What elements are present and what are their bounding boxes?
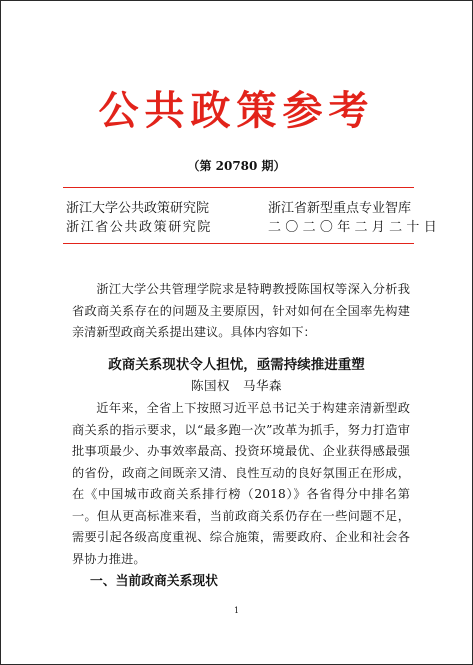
publication-date: 二〇二〇年二月二十日 — [268, 220, 442, 235]
article-authors: 陈国权 马华森 — [190, 378, 282, 393]
intro-text: 浙江大学公共管理学院求是特聘教授陈国权等深入分析我省政商关系存在的问题及主要原因，针对如何在全国率先构建亲清新型政商关系提出建议。具体内容如下： — [72, 282, 410, 339]
institution-left-1: 浙江大学公共政策研究院 — [66, 201, 210, 216]
header-top-rule — [63, 187, 414, 188]
masthead-title: 公共政策参考 — [98, 88, 375, 134]
intro-paragraph — [72, 279, 410, 344]
issue-number: （第 20780 期） — [187, 159, 286, 173]
article-title: 政商关系现状令人担忧，亟需持续推进重塑 — [108, 357, 365, 373]
header-bottom-rule — [63, 243, 414, 244]
institution-right-1: 浙江省新型重点专业智库 — [268, 201, 412, 216]
page-number: 1 — [233, 606, 240, 615]
section-heading: 一、当前政商关系现状 — [90, 574, 218, 589]
body-paragraph — [72, 398, 410, 570]
body-paragraph-text: 近年来，全省上下按照习近平总书记关于构建亲清新型政商关系的指示要求，以“最多跑一次”改革为抓手，努力打造审批事项最少、办事效率最高、投资环境最优、企业获得感最强的省份，政商之间既亲又清、良性互动的良好氛围正在形成，在《中国城市政商关系排行榜（2018）》各省得分中排名第一。但从更高标准来看，当前政商关系仍存在一些问题不足，需要引起各级高度重视、综合施策，需要政府、企业和社会各界协力推进。 — [72, 401, 410, 566]
institution-left-2: 浙江省公共政策研究院 — [66, 220, 213, 235]
